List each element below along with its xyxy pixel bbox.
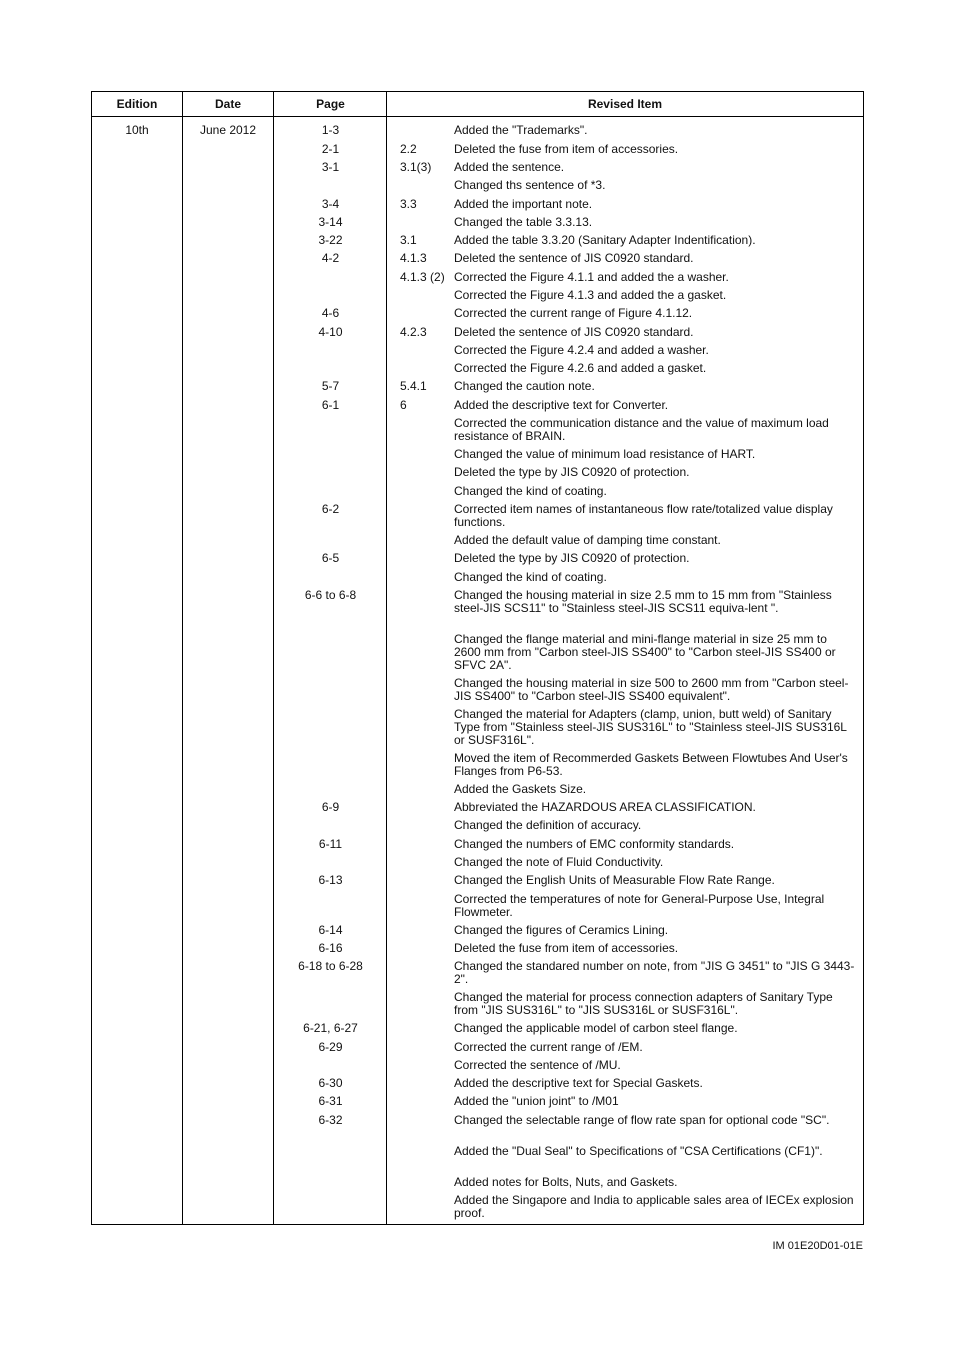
row-revised-item: Added the descriptive text for Special Gaskets. xyxy=(454,1076,703,1090)
row-revised-item: Corrected the current range of /EM. xyxy=(454,1040,643,1054)
row-page: 6-18 to 6-28 xyxy=(298,959,363,973)
row-page: 6-31 xyxy=(318,1094,343,1108)
row-section: 5.4.1 xyxy=(400,379,427,393)
header-date: Date xyxy=(214,97,241,111)
row-revised-item: Abbreviated the HAZARDOUS AREA CLASSIFICATION. xyxy=(454,800,756,814)
row-revised-item: Added the important note. xyxy=(454,197,593,211)
revision-table xyxy=(91,91,864,1225)
row-revised-item: Corrected the temperatures of note for General-Purpose Use, Integral Flowmeter. xyxy=(454,892,825,919)
row-revised-item: Changed the standared number on note, from "JIS G 3451" to "JIS G 3443-2". xyxy=(454,959,855,986)
row-revised-item: Added the Singapore and India to applicable sales area of IECEx explosion proof. xyxy=(454,1193,854,1220)
row-section: 2.2 xyxy=(400,142,417,156)
row-page: 6-11 xyxy=(318,837,343,851)
row-page: 4-2 xyxy=(321,251,340,265)
row-page: 6-2 xyxy=(321,502,340,516)
row-revised-item: Corrected the Figure 4.1.3 and added the a gasket. xyxy=(454,288,727,302)
row-revised-item: Changed ths sentence of *3. xyxy=(454,178,606,192)
row-revised-item: Changed the numbers of EMC conformity standards. xyxy=(454,837,735,851)
row-revised-item: Changed the caution note. xyxy=(454,379,595,393)
date-value: June 2012 xyxy=(199,123,257,137)
row-revised-item: Changed the material for process connection adapters of Sanitary Type from "JIS SUS316L" to "JIS SUS316L or SUSF316L". xyxy=(454,990,833,1017)
row-revised-item: Added the table 3.3.20 (Sanitary Adapter Indentification). xyxy=(454,233,756,247)
row-page: 6-1 xyxy=(321,398,340,412)
row-revised-item: Added the "Dual Seal" to Specifications of "CSA Certifications (CF1)". xyxy=(454,1144,823,1158)
row-revised-item: Deleted the type by JIS C0920 of protection. xyxy=(454,465,690,479)
row-revised-item: Changed the selectable range of flow rate span for optional code "SC". xyxy=(454,1113,830,1127)
header-edition: Edition xyxy=(116,97,158,111)
row-page: 6-32 xyxy=(318,1113,343,1127)
row-revised-item: Deleted the type by JIS C0920 of protection. xyxy=(454,551,690,565)
row-revised-item: Changed the applicable model of carbon steel flange. xyxy=(454,1021,738,1035)
row-revised-item: Corrected the current range of Figure 4.1.12. xyxy=(454,306,693,320)
row-revised-item: Added the default value of damping time constant. xyxy=(454,533,721,547)
row-page: 6-9 xyxy=(321,800,340,814)
row-section: 3.3 xyxy=(400,197,417,211)
row-revised-item: Deleted the sentence of JIS C0920 standard. xyxy=(454,251,694,265)
row-section: 4.1.3 xyxy=(400,251,427,265)
row-section: 6 xyxy=(400,398,407,412)
row-revised-item: Added the "union joint" to /M01 xyxy=(454,1094,619,1108)
row-revised-item: Corrected the Figure 4.2.4 and added a washer. xyxy=(454,343,709,357)
table-header xyxy=(92,92,863,117)
row-section: 3.1(3) xyxy=(400,160,432,174)
row-page: 6-6 to 6-8 xyxy=(304,588,357,602)
row-page: 3-4 xyxy=(321,197,340,211)
row-revised-item: Changed the English Units of Measurable Flow Rate Range. xyxy=(454,873,775,887)
row-section: 4.1.3 (2) xyxy=(400,270,445,284)
row-revised-item: Changed the figures of Ceramics Lining. xyxy=(454,923,669,937)
row-revised-item: Added notes for Bolts, Nuts, and Gaskets. xyxy=(454,1175,678,1189)
column-divider xyxy=(182,92,183,1224)
row-revised-item: Changed the housing material in size 2.5 mm to 15 mm from "Stainless steel-JIS SCS11" to "Stainless steel-JIS SCS11 equiva-lent ". xyxy=(454,588,832,615)
row-revised-item: Deleted the fuse from item of accessories. xyxy=(454,941,679,955)
row-page: 6-30 xyxy=(318,1076,343,1090)
row-revised-item: Added the "Trademarks". xyxy=(454,123,588,137)
edition-value: 10th xyxy=(125,123,149,137)
row-section: 4.2.3 xyxy=(400,325,427,339)
row-revised-item: Corrected the Figure 4.1.1 and added the a washer. xyxy=(454,270,729,284)
row-page: 5-7 xyxy=(321,379,340,393)
row-revised-item: Corrected the sentence of /MU. xyxy=(454,1058,621,1072)
row-page: 3-1 xyxy=(321,160,340,174)
row-revised-item: Deleted the fuse from item of accessories. xyxy=(454,142,679,156)
row-page: 3-22 xyxy=(318,233,343,247)
row-revised-item: Changed the value of minimum load resistance of HART. xyxy=(454,447,756,461)
row-revised-item: Changed the table 3.3.13. xyxy=(454,215,593,229)
row-revised-item: Corrected the Figure 4.2.6 and added a gasket. xyxy=(454,361,707,375)
row-page: 6-13 xyxy=(318,873,343,887)
row-page: 2-1 xyxy=(321,142,340,156)
row-revised-item: Added the Gaskets Size. xyxy=(454,782,587,796)
row-revised-item: Added the descriptive text for Converter. xyxy=(454,398,669,412)
row-page: 6-21, 6-27 xyxy=(303,1021,358,1035)
row-page: 3-14 xyxy=(318,215,343,229)
row-revised-item: Changed the material for Adapters (clamp, union, butt weld) of Sanitary Type from "Stainless steel-JIS SUS316L" to "Stainless steel-JIS SUS316L or SUSF316L". xyxy=(454,707,847,747)
row-page: 6-29 xyxy=(318,1040,343,1054)
row-page: 4-6 xyxy=(321,306,340,320)
row-revised-item: Corrected the communication distance and the value of maximum load resistance of BRAIN. xyxy=(454,416,829,443)
header-page: Page xyxy=(316,97,345,111)
row-revised-item: Changed the note of Fluid Conductivity. xyxy=(454,855,664,869)
row-revised-item: Moved the item of Recommerded Gaskets Between Flowtubes And User's Flanges from P6-53. xyxy=(454,751,848,778)
row-revised-item: Changed the housing material in size 500 to 2600 mm from "Carbon steel-JIS SS400" to "Carbon steel-JIS SS400 equivalent". xyxy=(454,676,849,703)
header-revised-item: Revised Item xyxy=(587,97,663,111)
row-revised-item: Changed the kind of coating. xyxy=(454,570,607,584)
row-revised-item: Added the sentence. xyxy=(454,160,565,174)
row-revised-item: Changed the definition of accuracy. xyxy=(454,818,642,832)
row-section: 3.1 xyxy=(400,233,417,247)
row-page: 6-16 xyxy=(318,941,343,955)
document-code: IM 01E20D01-01E xyxy=(772,1240,863,1252)
row-page: 6-14 xyxy=(318,923,343,937)
row-revised-item: Changed the kind of coating. xyxy=(454,484,607,498)
row-page: 4-10 xyxy=(318,325,343,339)
row-revised-item: Changed the flange material and mini-flange material in size 25 mm to 2600 mm from "Carbon steel-JIS SS400" to "Carbon steel-JIS SS400 or SFVC 2A". xyxy=(454,632,836,672)
row-page: 1-3 xyxy=(321,123,340,137)
row-revised-item: Corrected item names of instantaneous flow rate/totalized value display functions. xyxy=(454,502,833,529)
row-revised-item: Deleted the sentence of JIS C0920 standard. xyxy=(454,325,694,339)
row-page: 6-5 xyxy=(321,551,340,565)
